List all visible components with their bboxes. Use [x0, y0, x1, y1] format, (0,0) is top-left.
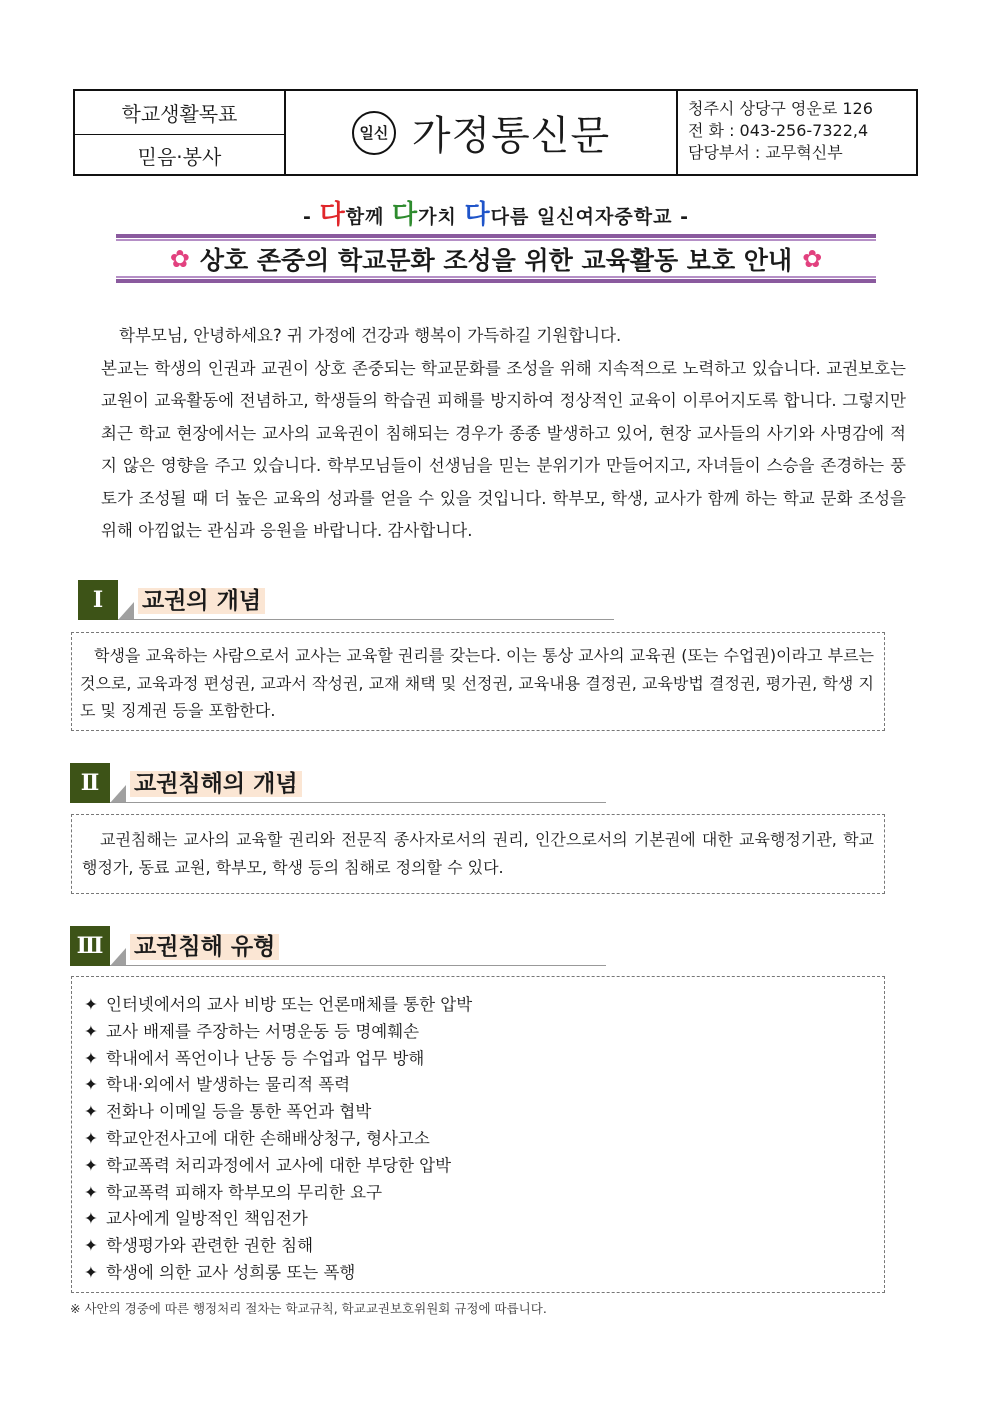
bullet-icon: ✦: [84, 1075, 98, 1095]
goal-value: 믿음·봉사: [137, 144, 222, 169]
list-item: [84, 992, 874, 1019]
section-number: Ⅰ: [78, 580, 118, 620]
bullet-icon: ✦: [84, 1182, 98, 1202]
banner-rule-bottom-thin: [116, 276, 876, 278]
school-slogan: [0, 194, 992, 231]
greeting: 학부모님, 안녕하세요? 귀 가정에 건강과 행복이 가득하길 기원합니다.: [119, 326, 622, 345]
section-title: 교권의 개념: [138, 588, 265, 614]
contact-cell: [678, 91, 916, 174]
bullet-icon: ✦: [84, 1236, 98, 1256]
flower-icon: ✿: [802, 245, 823, 273]
section-3-underline: [110, 965, 606, 966]
section-2-heading: [70, 763, 302, 803]
bullet-icon: ✦: [84, 1155, 98, 1175]
list-item: [84, 1019, 874, 1046]
bullet-icon: ✦: [84, 1021, 98, 1041]
newsletter-title: 가정통신문: [411, 113, 611, 159]
list-item: [84, 1260, 874, 1287]
slogan-da-1: 다: [319, 200, 346, 230]
section-3-box: [71, 976, 885, 1293]
slogan-da-2: 다: [392, 200, 419, 230]
bullet-icon: ✦: [84, 1048, 98, 1068]
intro-paragraph: [101, 320, 906, 548]
list-item: [84, 1206, 874, 1233]
department: 담당부서 : 교무혁신부: [688, 143, 843, 162]
heading-wedge: [110, 785, 126, 803]
list-item-text: 학생에 의한 교사 성희롱 또는 폭행: [106, 1262, 356, 1282]
slogan-da-3: 다: [464, 200, 491, 230]
section-1-heading: [78, 580, 265, 620]
banner-rule-bottom: [116, 279, 876, 283]
section-title: 교권침해 유형: [130, 934, 279, 960]
list-item: [84, 1046, 874, 1073]
heading-wedge: [110, 948, 126, 966]
section-number: Ⅲ: [70, 926, 110, 966]
bullet-icon: ✦: [84, 1209, 98, 1229]
bullet-icon: ✦: [84, 1128, 98, 1148]
list-item-text: 학교폭력 피해자 학부모의 무리한 요구: [106, 1182, 383, 1202]
list-item: [84, 1153, 874, 1180]
footnote: ※ 사안의 경중에 따른 행정처리 절차는 학교규칙, 학교교권보호위원회 규정에 따릅니다.: [70, 1301, 547, 1316]
slogan-word-2: 가치: [418, 206, 457, 228]
section-1-text: 학생을 교육하는 사람으로서 교사는 교육할 권리를 갖는다. 이는 통상 교사의 교육권 (또는 수업권)이라고 부르는 것으로, 교육과정 편성권, 교과서 작성권, 교재 채택 및 선정권, 교육내용 결정권, 교육방법 결정권, 평가권, 학생 지도 및 징계권 등을 포함한다.: [80, 646, 874, 720]
list-item-text: 학내·외에서 발생하는 물리적 폭력: [106, 1075, 351, 1095]
violation-type-list: [84, 992, 874, 1287]
goal-label: 학교생활목표: [75, 91, 284, 135]
list-item: [84, 1180, 874, 1207]
section-2-box: [71, 814, 885, 894]
slogan-dash: -: [680, 206, 689, 228]
list-item: [84, 1233, 874, 1260]
list-item-text: 학내에서 폭언이나 난동 등 수업과 업무 방해: [106, 1048, 425, 1068]
intro-body: 본교는 학생의 인권과 교권이 상호 존중되는 학교문화를 조성을 위해 지속적으로 노력하고 있습니다. 교권보호는 교원이 교육활동에 전념하고, 학생들의 학습권 피해를 방지하여 정상적인 교육이 이루어지도록 합니다. 그렇지만 최근 학교 현장에서는 교사의 교육권이 침해되는 경우가 종종 발생하고 있어, 현장 교사들의 사기와 사명감에 적지 않은 영향을 주고 있습니다. 학부모님들이 선생님을 믿는 분위기가 만들어지고, 자녀들이 스승을 존경하는 풍토가 조성될 때 더 높은 교육의 성과를 얻을 수 있을 것입니다. 학부모, 학생, 교사가 함께 하는 학교 문화 조성을 위해 아낌없는 관심과 응원을 바랍니다. 감사합니다.: [101, 358, 906, 540]
slogan-word-3: 다름 일신여자중학교: [490, 206, 673, 228]
list-item-text: 학교폭력 처리과정에서 교사에 대한 부당한 압박: [106, 1155, 452, 1175]
list-item-text: 교사에게 일방적인 책임전가: [106, 1209, 308, 1229]
address: 청주시 상당구 영운로 126: [688, 99, 873, 118]
section-1-underline: [118, 619, 614, 620]
list-item: [84, 1099, 874, 1126]
bullet-icon: ✦: [84, 995, 98, 1014]
slogan-word-1: 함께: [345, 206, 385, 228]
header-table: [73, 89, 918, 176]
list-item-text: 교사 배제를 주장하는 서명운동 등 명예훼손: [106, 1021, 420, 1041]
flower-icon: ✿: [169, 245, 190, 273]
banner-rule-top: [116, 234, 876, 238]
notice-banner: [116, 242, 876, 276]
list-item-text: 인터넷에서의 교사 비방 또는 언론매체를 통한 압박: [106, 995, 473, 1014]
heading-wedge: [118, 602, 134, 620]
school-logo: 일신: [352, 111, 396, 155]
list-item-text: 학교안전사고에 대한 손해배상청구, 형사고소: [106, 1128, 430, 1148]
section-number: Ⅱ: [70, 763, 110, 803]
list-item: [84, 1126, 874, 1153]
school-goal-cell: [75, 91, 286, 174]
section-2-underline: [110, 802, 606, 803]
bullet-icon: ✦: [84, 1102, 98, 1122]
list-item-text: 학생평가와 관련한 권한 침해: [106, 1236, 314, 1256]
bullet-icon: ✦: [84, 1262, 98, 1282]
list-item: [84, 1072, 874, 1099]
section-2-text: 교권침해는 교사의 교육할 권리와 전문직 종사자로서의 권리, 인간으로서의 기본권에 대한 교육행정기관, 학교 행정가, 동료 교원, 학부모, 학생 등의 침해로 정의할 수 있다.: [82, 830, 874, 877]
section-1-box: [71, 632, 885, 731]
phone: 전 화 : 043-256-7322,4: [688, 121, 869, 140]
section-3-heading: [70, 926, 279, 966]
list-item-text: 전화나 이메일 등을 통한 폭언과 협박: [106, 1102, 372, 1122]
newsletter-title-cell: [286, 91, 678, 174]
slogan-dash: -: [303, 206, 312, 228]
section-title: 교권침해의 개념: [130, 771, 302, 797]
banner-title: 상호 존중의 학교문화 조성을 위한 교육활동 보호 안내: [199, 246, 793, 275]
